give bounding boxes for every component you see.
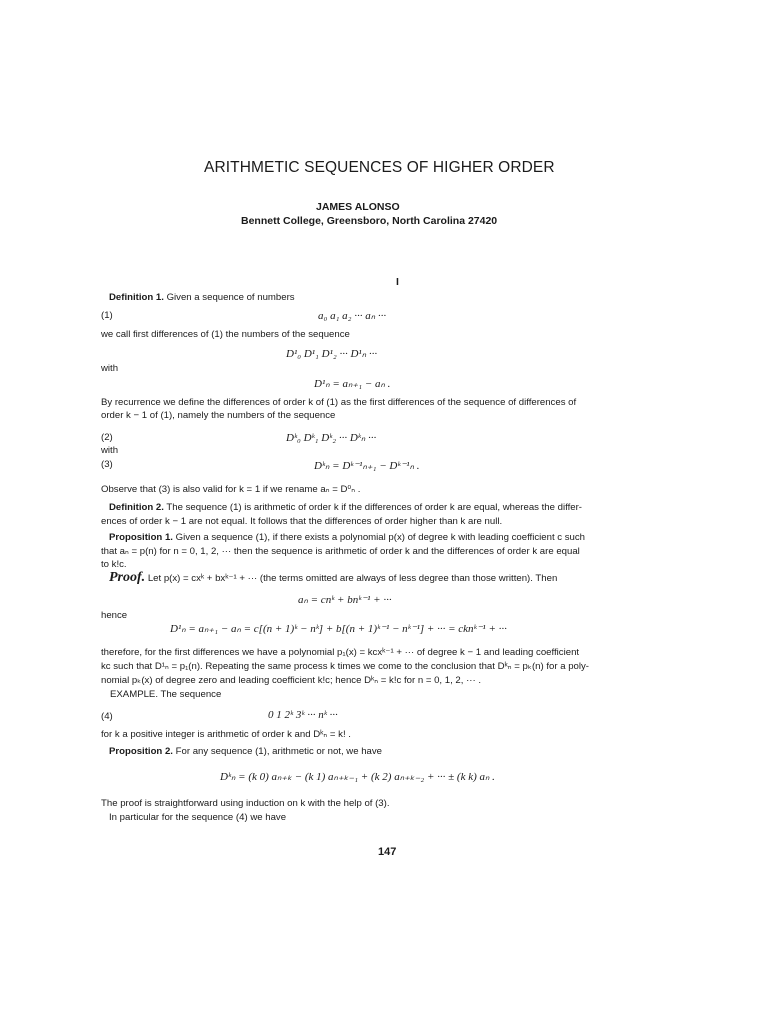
with-text-2: with	[101, 445, 119, 456]
equation-1: a₀ a₁ a₂ ··· aₙ ···	[318, 310, 387, 322]
proposition-1-text: Given a sequence (1), if there exists a polynomial p(x) of degree k with leading coefficient c such	[175, 532, 586, 543]
author-name: JAMES ALONSO	[316, 201, 400, 213]
paper-title: ARITHMETIC SEQUENCES OF HIGHER ORDER	[204, 159, 555, 176]
equation-2: Dᵏ₀ Dᵏ₁ Dᵏ₂ ··· Dᵏₙ ···	[286, 432, 377, 444]
therefore-line-1: therefore, for the first differences we have a polynomial p₁(x) = kcxᵏ⁻¹ + ··· of degree k − 1 and leading coefficient	[101, 647, 580, 658]
with-text-1: with	[101, 363, 119, 374]
equation-4-label: (4)	[101, 711, 113, 722]
proof-line	[109, 572, 557, 585]
section-heading: I	[396, 276, 399, 288]
first-differences-text: we call first differences of (1) the numbers of the sequence	[101, 329, 350, 340]
example-text: EXAMPLE. The sequence	[110, 689, 222, 700]
definition-1-label: Definition 1.	[109, 292, 164, 303]
equation-first-difference-expansion: D¹ₙ = aₙ₊₁ − aₙ = c[(n + 1)ᵏ − nᵏ] + b[(n + 1)ᵏ⁻¹ − nᵏ⁻¹] + ··· = cknᵏ⁻¹ + ···	[170, 623, 507, 635]
observe-text: Observe that (3) is also valid for k = 1 if we rename aₙ = D⁰ₙ .	[101, 484, 361, 495]
equation-4: 0 1 2ᵏ 3ᵏ ··· nᵏ ···	[268, 709, 338, 721]
definition-2-line-1	[109, 502, 582, 514]
definition-2-text: The sequence (1) is arithmetic of order k if the differences of order k are equal, whereas the differ-	[166, 502, 582, 513]
definition-2-line-2: ences of order k − 1 are not equal. It follows that the differences of order higher than k are null.	[101, 516, 503, 527]
proposition-1-line-1	[109, 532, 585, 544]
proof-label: Proof.	[109, 570, 146, 585]
recurrence-text-line-2: order k − 1 of (1), namely the numbers of the sequence	[101, 410, 336, 421]
definition-2-label: Definition 2.	[109, 502, 164, 513]
positive-integer-text: for k a positive integer is arithmetic of order k and Dᵏₙ = k! .	[101, 729, 351, 740]
particular-sequence-text: In particular for the sequence (4) we have	[109, 812, 287, 823]
recurrence-text-line-1: By recurrence we define the differences of order k of (1) as the first differences of the sequence of differences of	[101, 397, 577, 408]
proposition-1-line-3: to k!c.	[101, 559, 127, 570]
therefore-line-3: nomial pₖ(x) of degree zero and leading coefficient k!c; hence Dᵏₙ = k!c for n = 0, 1, 2, ··· .	[101, 675, 481, 686]
equation-first-differences: D¹₀ D¹₁ D¹₂ ··· D¹ₙ ···	[286, 348, 378, 360]
therefore-line-2: kc such that D¹ₙ = p₁(n). Repeating the same process k times we come to the conclusion that Dᵏₙ = pₖ(n) for a poly-	[101, 661, 589, 672]
proof-straightforward-text: The proof is straightforward using induction on k with the help of (3).	[101, 798, 390, 809]
proposition-2-label: Proposition 2.	[109, 746, 173, 757]
proposition-1-line-2: that aₙ = p(n) for n = 0, 1, 2, ··· then the sequence is arithmetic of order k and the differences of order k are equal	[101, 546, 580, 557]
definition-1-text: Given a sequence of numbers	[166, 292, 295, 303]
equation-3-label: (3)	[101, 459, 113, 470]
page-number: 147	[378, 846, 397, 858]
proposition-2-text: For any sequence (1), arithmetic or not, we have	[175, 746, 383, 757]
author-affiliation: Bennett College, Greensboro, North Carolina 27420	[241, 215, 498, 227]
definition-1	[109, 292, 295, 304]
proposition-2-line	[109, 746, 382, 758]
equation-proposition-2: Dᵏₙ = (k 0) aₙ₊ₖ − (k 1) aₙ₊ₖ₋₁ + (k 2) aₙ₊ₖ₋₂ + ··· ± (k k) aₙ .	[220, 771, 495, 783]
equation-3: Dᵏₙ = Dᵏ⁻¹ₙ₊₁ − Dᵏ⁻¹ₙ .	[314, 460, 420, 472]
equation-an: aₙ = cnᵏ + bnᵏ⁻¹ + ···	[298, 594, 392, 606]
equation-d1n: D¹ₙ = aₙ₊₁ − aₙ .	[314, 378, 391, 390]
proposition-1-label: Proposition 1.	[109, 532, 173, 543]
equation-1-label: (1)	[101, 310, 113, 321]
equation-2-label: (2)	[101, 432, 113, 443]
proof-text: Let p(x) = cxᵏ + bxᵏ⁻¹ + ··· (the terms omitted are always of less degree than those written). Then	[147, 573, 558, 584]
hence-text: hence	[101, 610, 128, 621]
